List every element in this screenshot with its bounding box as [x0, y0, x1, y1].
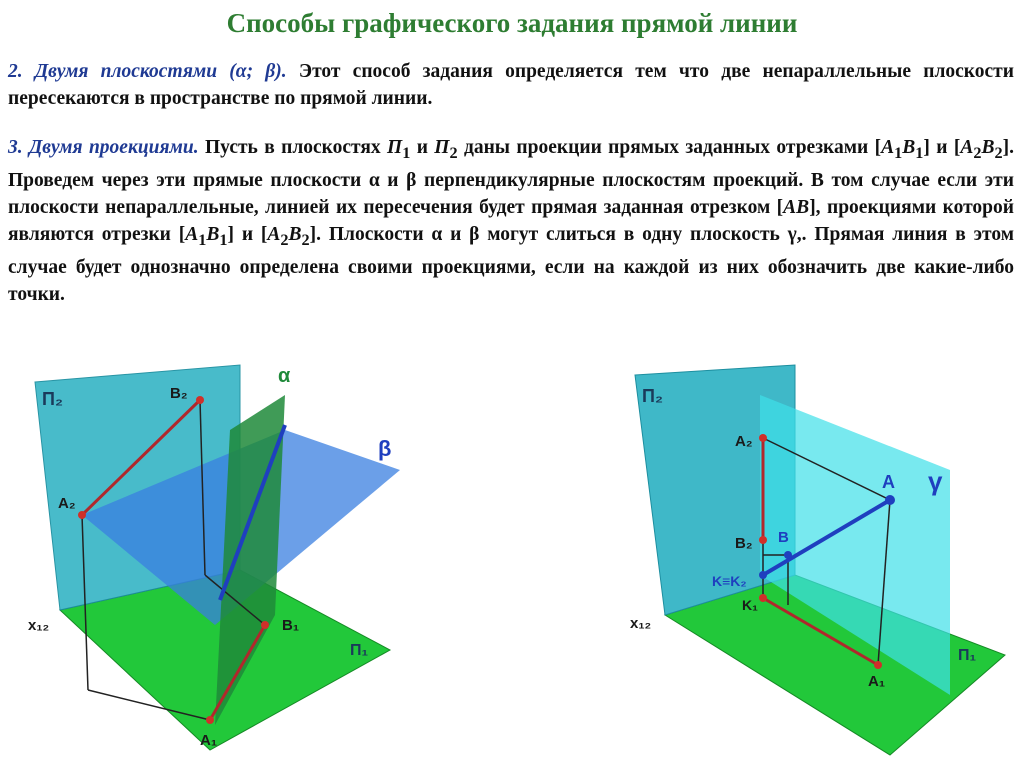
label-gamma: γ — [928, 466, 943, 496]
figure-two-planes — [0, 360, 430, 760]
point-symbol: A — [267, 223, 281, 245]
plane-symbol: П — [434, 137, 450, 158]
point-b — [784, 551, 792, 559]
point-a1 — [874, 661, 882, 669]
subscript: 1 — [915, 143, 924, 162]
label-p1: П₁ — [350, 642, 369, 659]
label-b2: B₂ — [735, 535, 753, 552]
point-a — [885, 495, 895, 505]
point-symbol: A — [881, 137, 895, 158]
text-fragment: даны проекции прямых заданных отрезками [ — [457, 137, 882, 158]
subscript: 1 — [219, 230, 228, 249]
paragraph-two-planes-lead: 2. Двумя плоскостями (α; β). — [8, 61, 287, 82]
text-fragment: ] и [ — [227, 223, 268, 245]
label-k-k2: K≡K₂ — [712, 573, 747, 589]
label-x12: x₁₂ — [630, 615, 652, 632]
subscript: 2 — [280, 230, 289, 249]
point-b2 — [196, 396, 204, 404]
point-a1 — [206, 716, 214, 724]
text-fragment: и — [410, 137, 435, 158]
point-k1 — [759, 594, 767, 602]
point-symbol: B — [981, 137, 995, 158]
label-a: A — [882, 472, 895, 492]
paragraph-two-projections — [8, 134, 1014, 308]
text-fragment: ]. Плоскости α и β могут слиться в одну плоскость γ,. Прямая линия в этом случае будет однозначно определена своими проекциями, если на каждой из них обозначить две какие-либо точки. — [8, 223, 1014, 305]
point-b2 — [759, 536, 767, 544]
label-b2: B₂ — [170, 385, 188, 402]
label-b1: B₁ — [282, 617, 300, 634]
point-b1 — [261, 621, 269, 629]
plane-symbol: П — [387, 137, 403, 158]
point-symbol: A — [185, 223, 199, 245]
paragraph-two-planes-text: Этот способ задания определяется тем что две непараллельные плоскости пересекаются в пространстве по прямой линии. — [8, 61, 1014, 109]
subscript: 1 — [198, 230, 207, 249]
point-symbol: B — [288, 223, 302, 245]
subscript: 2 — [449, 143, 458, 162]
point-a2 — [759, 434, 767, 442]
point-symbol: B — [902, 137, 916, 158]
page-title: Способы графического задания прямой линии — [226, 8, 798, 38]
text-fragment: ] и [ — [923, 137, 961, 158]
subscript: 2 — [973, 143, 982, 162]
label-alpha: α — [278, 365, 291, 387]
label-a2: A₂ — [58, 495, 76, 512]
point-k — [759, 571, 767, 579]
text-fragment: ], проекциями которой являются отрезки [ — [8, 196, 1014, 245]
segment-symbol: AB — [783, 196, 810, 218]
point-symbol: A — [960, 137, 974, 158]
label-beta: β — [378, 436, 392, 461]
subscript: 1 — [402, 143, 411, 162]
figure-plane-gamma — [620, 360, 1024, 760]
label-b: B — [778, 529, 789, 546]
label-a1: A₁ — [200, 732, 218, 749]
point-a2 — [78, 511, 86, 519]
paragraph-two-projections-lead: 3. Двумя проекциями. — [8, 137, 199, 158]
text-fragment: Пусть в плоскостях — [198, 137, 388, 158]
label-x12: x₁₂ — [28, 617, 50, 634]
label-a2: A₂ — [735, 433, 753, 450]
subscript: 2 — [301, 230, 310, 249]
label-p1: П₁ — [958, 647, 977, 664]
label-p2: П₂ — [642, 386, 663, 406]
label-k1: K₁ — [742, 597, 758, 613]
label-a1: A₁ — [868, 673, 886, 690]
paragraph-two-planes — [8, 58, 1014, 112]
label-p2: П₂ — [42, 389, 63, 409]
text-fragment: ]. Проведем через эти прямые плоскости α и β перпендикулярные плоскостям проекций. В том случае если эти плоскости непараллельные, линией их пересечения будет прямая заданная отрезком [ — [8, 137, 1014, 218]
point-symbol: B — [206, 223, 220, 245]
subscript: 1 — [894, 143, 903, 162]
subscript: 2 — [994, 143, 1003, 162]
